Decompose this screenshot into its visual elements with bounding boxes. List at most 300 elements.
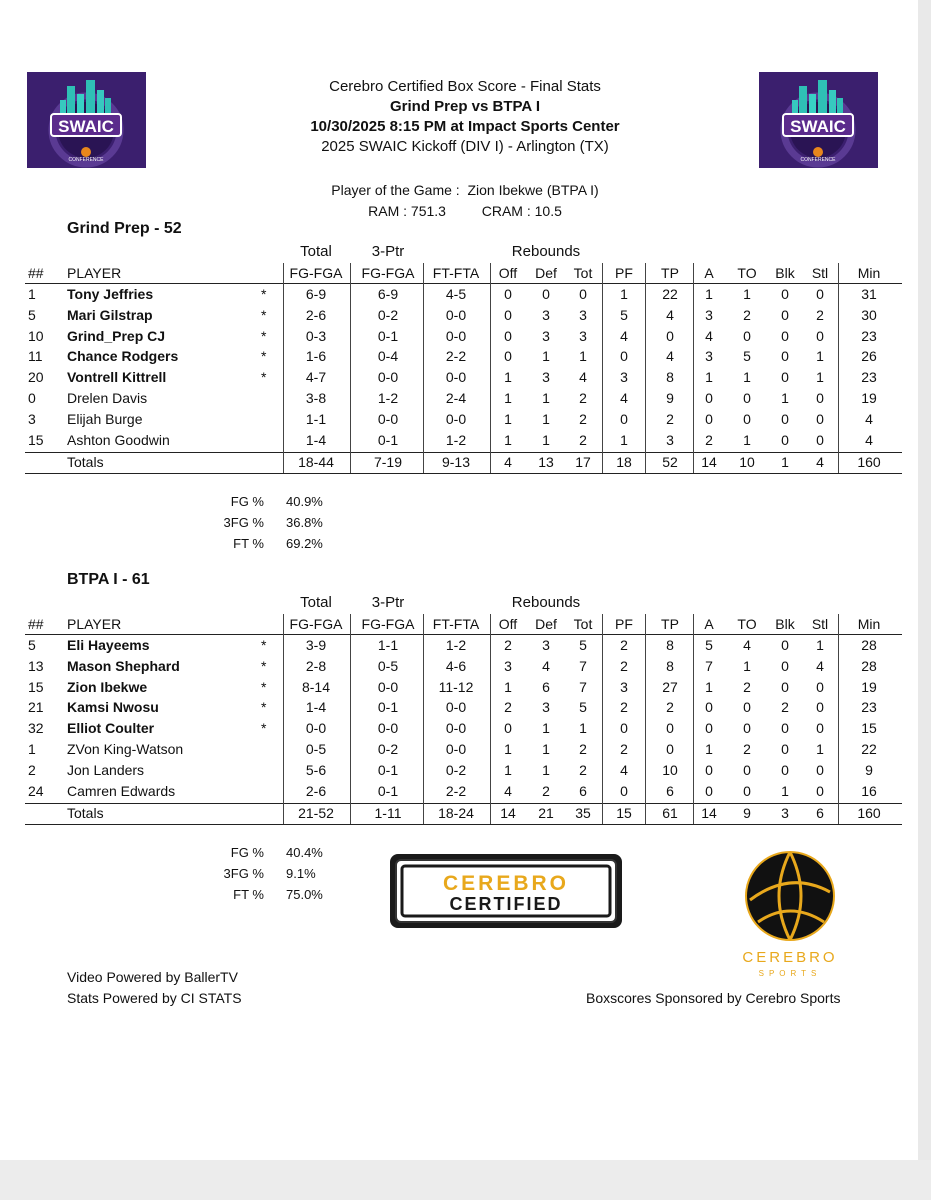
column-divider [602, 263, 603, 473]
stat-tp3: 0-0 [377, 720, 399, 737]
stat-tp: 0 [666, 720, 674, 737]
total-def: 21 [538, 805, 554, 822]
starter-mark: * [261, 348, 267, 365]
swaic-logo-right [759, 72, 878, 168]
stat-tp: 4 [666, 306, 674, 323]
col-header-ft: FT-FTA [432, 616, 480, 632]
total-tot: 17 [575, 454, 591, 471]
player-number: 3 [28, 410, 36, 427]
col-header-fg: FG-FGA [289, 265, 343, 281]
stat-a: 1 [705, 741, 713, 757]
pct-label: FG % [230, 845, 264, 861]
stat-ft: 0-0 [445, 410, 467, 427]
stat-off: 1 [504, 390, 512, 406]
stat-min: 16 [861, 782, 877, 799]
stat-to: 1 [743, 286, 751, 302]
potg-name: Zion Ibekwe (BTPA I) [467, 182, 599, 198]
stat-pf: 2 [620, 637, 628, 653]
starter-mark: * [261, 720, 267, 737]
stat-tp3: 0-1 [377, 699, 399, 716]
player-name: Jon Landers [67, 761, 145, 778]
stat-tot: 7 [579, 657, 587, 674]
stat-stl: 0 [816, 782, 824, 799]
starter-mark: * [261, 657, 267, 674]
cerebro-sports-logo [728, 840, 858, 980]
stat-tp: 8 [666, 369, 674, 386]
starter-mark: * [261, 699, 267, 716]
stat-fg: 8-14 [301, 678, 331, 695]
stat-fg: 2-8 [305, 657, 327, 674]
stat-tp3: 0-1 [377, 782, 399, 799]
stat-def: 3 [542, 327, 550, 344]
col-header-tot: Tot [573, 265, 593, 281]
stat-to: 0 [743, 720, 751, 737]
stat-to: 2 [743, 306, 751, 323]
stat-fg: 3-8 [305, 390, 327, 406]
pct-value: 9.1% [286, 866, 316, 882]
col-header-tot: Tot [573, 616, 593, 632]
pct-label: 3FG % [223, 515, 264, 531]
player-name: Eli Hayeems [67, 637, 150, 653]
swaic-logo-left [27, 72, 146, 168]
column-divider [645, 614, 646, 824]
total-stl: 6 [816, 805, 824, 822]
stat-off: 1 [504, 410, 512, 427]
player-name: Grind_Prep CJ [67, 327, 166, 344]
total-fg: 18-44 [298, 454, 334, 471]
player-name: Mari Gilstrap [67, 306, 153, 323]
col-header-num: ## [28, 265, 44, 281]
stat-a: 1 [705, 678, 713, 695]
group-header-3ptr: 3-Ptr [371, 594, 405, 611]
column-divider [350, 263, 351, 473]
player-number: 21 [28, 699, 44, 716]
stat-stl: 0 [816, 286, 824, 302]
stat-min: 4 [865, 431, 873, 448]
total-tot: 35 [575, 805, 591, 822]
total-pf: 15 [616, 805, 632, 822]
stat-tp: 8 [666, 657, 674, 674]
total-pf: 18 [616, 454, 632, 471]
total-def: 13 [538, 454, 554, 471]
stat-min: 31 [861, 286, 877, 302]
stat-to: 2 [743, 678, 751, 695]
stat-tp: 2 [666, 699, 674, 716]
column-divider [693, 263, 694, 473]
stat-tot: 2 [579, 761, 587, 778]
stat-off: 1 [504, 761, 512, 778]
stat-def: 1 [542, 720, 550, 737]
stat-min: 23 [861, 327, 877, 344]
col-header-off: Off [498, 616, 518, 632]
player-number: 32 [28, 720, 44, 737]
player-name: Tony Jeffries [67, 286, 154, 302]
col-header-player: PLAYER [67, 616, 122, 632]
game-datetime-venue: 10/30/2025 8:15 PM at Impact Sports Center [310, 118, 620, 135]
stat-tp: 2 [666, 410, 674, 427]
matchup: Grind Prep vs BTPA I [389, 98, 541, 115]
starter-mark: * [261, 369, 267, 386]
stat-def: 1 [542, 348, 550, 365]
stat-a: 0 [705, 410, 713, 427]
col-header-def: Def [535, 616, 557, 632]
stat-tot: 5 [579, 637, 587, 653]
stat-to: 4 [743, 637, 751, 653]
total-ft: 9-13 [441, 454, 471, 471]
stat-fg: 1-6 [305, 348, 327, 365]
stat-def: 1 [542, 431, 550, 448]
stat-tp: 10 [662, 761, 678, 778]
col-header-blk: Blk [775, 616, 795, 632]
stat-min: 23 [861, 369, 877, 386]
stat-ft: 4-5 [445, 286, 467, 302]
stat-stl: 0 [816, 720, 824, 737]
stat-a: 1 [705, 369, 713, 386]
pct-label: FT % [233, 887, 264, 903]
stat-blk: 0 [781, 306, 789, 323]
stat-stl: 0 [816, 678, 824, 695]
stat-blk: 0 [781, 720, 789, 737]
stat-pf: 4 [620, 327, 628, 344]
stat-stl: 0 [816, 410, 824, 427]
total-min: 160 [857, 454, 881, 471]
stat-pf: 0 [620, 720, 628, 737]
svg-text:CEREBRO: CEREBRO [742, 949, 838, 966]
totals-label: Totals [67, 454, 104, 471]
stat-min: 22 [861, 741, 877, 757]
stat-a: 4 [705, 327, 713, 344]
totals-rule-bottom [25, 824, 902, 825]
stat-to: 1 [743, 369, 751, 386]
pct-value: 40.9% [286, 494, 323, 510]
col-header-to: TO [737, 265, 757, 281]
stat-tp3: 0-1 [377, 431, 399, 448]
player-number: 2 [28, 761, 36, 778]
stat-min: 26 [861, 348, 877, 365]
stat-off: 1 [504, 369, 512, 386]
total-tp3: 1-11 [374, 805, 402, 822]
stat-fg: 2-6 [305, 782, 327, 799]
player-name: Chance Rodgers [67, 348, 179, 365]
stat-a: 0 [705, 782, 713, 799]
pct-value: 36.8% [286, 515, 323, 531]
stat-off: 0 [504, 720, 512, 737]
stat-def: 0 [542, 286, 550, 302]
stat-min: 19 [861, 678, 877, 695]
col-header-a: A [704, 265, 714, 281]
total-a: 14 [701, 805, 717, 822]
stat-blk: 2 [781, 699, 789, 716]
stat-tp3: 0-5 [377, 657, 399, 674]
stat-pf: 5 [620, 306, 628, 323]
player-number: 11 [28, 348, 43, 365]
player-number: 0 [28, 390, 36, 406]
player-name: Camren Edwards [67, 782, 176, 799]
stat-blk: 1 [781, 390, 789, 406]
starter-mark: * [261, 678, 267, 695]
stat-def: 2 [542, 782, 550, 799]
stat-min: 15 [861, 720, 877, 737]
stat-blk: 0 [781, 410, 789, 427]
stat-min: 9 [865, 761, 873, 778]
footer-sponsor: Boxscores Sponsored by Cerebro Sports [586, 990, 841, 1006]
stat-fg: 4-7 [305, 369, 327, 386]
stat-ft: 0-0 [445, 306, 467, 323]
stat-ft: 2-2 [445, 782, 467, 799]
stat-stl: 2 [816, 306, 824, 323]
stat-to: 5 [743, 348, 751, 365]
stat-off: 3 [504, 657, 512, 674]
potg-ratings [250, 201, 680, 221]
total-tp: 61 [662, 805, 678, 822]
col-header-pf: PF [615, 265, 633, 281]
player-number: 24 [28, 782, 44, 799]
player-number: 5 [28, 306, 36, 323]
stat-to: 0 [743, 327, 751, 344]
stat-tp: 4 [666, 348, 674, 365]
player-number: 1 [28, 286, 36, 302]
svg-text:SWAIC: SWAIC [790, 117, 846, 136]
group-header-rebounds: Rebounds [511, 243, 581, 260]
stat-blk: 0 [781, 657, 789, 674]
stat-blk: 1 [781, 782, 789, 799]
player-name: Elijah Burge [67, 410, 143, 427]
stat-pf: 1 [620, 431, 628, 448]
stat-min: 19 [861, 390, 877, 406]
player-name: Vontrell Kittrell [67, 369, 167, 386]
stat-off: 1 [504, 431, 512, 448]
column-divider [490, 614, 491, 824]
col-header-a: A [704, 616, 714, 632]
stat-blk: 0 [781, 637, 789, 653]
stat-ft: 1-2 [445, 431, 467, 448]
stat-tot: 0 [579, 286, 587, 302]
svg-text:SPORTS: SPORTS [758, 969, 822, 978]
total-blk: 1 [781, 454, 789, 471]
stat-to: 0 [743, 782, 751, 799]
stat-off: 4 [504, 782, 512, 799]
total-stl: 4 [816, 454, 824, 471]
column-divider [423, 263, 424, 473]
stat-tot: 3 [579, 327, 587, 344]
stat-blk: 0 [781, 327, 789, 344]
col-header-blk: Blk [775, 265, 795, 281]
stat-off: 2 [504, 699, 512, 716]
col-header-off: Off [498, 265, 518, 281]
stat-ft: 0-0 [445, 720, 467, 737]
starter-mark: * [261, 306, 267, 323]
stat-fg: 1-4 [305, 699, 327, 716]
stat-tp3: 6-9 [377, 286, 399, 302]
stat-tp: 0 [666, 327, 674, 344]
col-header-to: TO [737, 616, 757, 632]
stat-off: 0 [504, 286, 512, 302]
stat-def: 4 [542, 657, 550, 674]
stat-fg: 2-6 [305, 306, 327, 323]
group-header-total: Total [300, 594, 332, 611]
stat-stl: 1 [816, 741, 824, 757]
stat-tot: 2 [579, 431, 587, 448]
pct-value: 40.4% [286, 845, 323, 861]
stat-ft: 11-12 [438, 678, 474, 695]
cerebro-certified-badge [388, 852, 624, 930]
total-to: 10 [739, 454, 755, 471]
col-header-player: PLAYER [67, 265, 122, 281]
stat-def: 1 [542, 410, 550, 427]
pct-label: 3FG % [223, 866, 264, 882]
starter-mark: * [261, 327, 267, 344]
stat-def: 1 [542, 741, 550, 757]
stat-def: 1 [542, 761, 550, 778]
col-header-def: Def [535, 265, 557, 281]
stat-ft: 2-4 [445, 390, 467, 406]
stat-min: 23 [861, 699, 877, 716]
player-number: 15 [28, 431, 44, 448]
stat-min: 30 [861, 306, 877, 323]
svg-text:SWAIC: SWAIC [58, 117, 114, 136]
stat-off: 0 [504, 348, 512, 365]
totals-label: Totals [67, 805, 104, 822]
col-header-tp: TP [661, 616, 679, 632]
stat-tp3: 0-0 [377, 369, 399, 386]
stat-tot: 7 [579, 678, 587, 695]
stat-a: 7 [705, 657, 713, 674]
column-divider [350, 614, 351, 824]
stat-tot: 4 [579, 369, 587, 386]
stat-blk: 0 [781, 678, 789, 695]
player-name: Kamsi Nwosu [67, 699, 159, 716]
stat-tp: 22 [662, 286, 678, 302]
stat-a: 0 [705, 761, 713, 778]
col-header-ft: FT-FTA [432, 265, 480, 281]
total-off: 4 [504, 454, 512, 471]
svg-text:CONFERENCE: CONFERENCE [68, 157, 104, 163]
stat-stl: 0 [816, 699, 824, 716]
stat-a: 3 [705, 348, 713, 365]
total-blk: 3 [781, 805, 789, 822]
stat-tp3: 0-1 [377, 327, 399, 344]
stat-off: 0 [504, 306, 512, 323]
stat-def: 3 [542, 369, 550, 386]
pct-label: FT % [233, 536, 264, 552]
event-name: 2025 SWAIC Kickoff (DIV I) - Arlington (TX) [321, 138, 609, 155]
stat-min: 28 [861, 657, 877, 674]
stat-fg: 0-3 [305, 327, 327, 344]
stat-a: 0 [705, 390, 713, 406]
column-divider [602, 614, 603, 824]
column-divider [838, 263, 839, 473]
stat-min: 4 [865, 410, 873, 427]
stat-tp: 6 [666, 782, 674, 799]
team-title: Grind Prep - 52 [67, 220, 182, 237]
total-a: 14 [701, 454, 717, 471]
total-fg: 21-52 [298, 805, 334, 822]
col-header-stl: Stl [811, 265, 829, 281]
total-tp3: 7-19 [373, 454, 403, 471]
column-divider [838, 614, 839, 824]
player-name: ZVon King-Watson [67, 741, 184, 757]
stat-stl: 1 [816, 369, 824, 386]
stat-to: 2 [743, 741, 751, 757]
player-number: 1 [28, 741, 36, 757]
stat-off: 0 [504, 327, 512, 344]
col-header-tp: TP [661, 265, 679, 281]
stat-stl: 1 [816, 637, 824, 653]
group-header-rebounds: Rebounds [511, 594, 581, 611]
stat-tot: 2 [579, 390, 587, 406]
stat-pf: 0 [620, 348, 628, 365]
stat-pf: 3 [620, 678, 628, 695]
stat-to: 0 [743, 699, 751, 716]
stat-tp: 0 [666, 741, 674, 757]
col-header-tp3: FG-FGA [361, 265, 415, 281]
stat-stl: 4 [816, 657, 824, 674]
stat-tot: 1 [579, 348, 587, 365]
stat-fg: 0-0 [305, 720, 327, 737]
player-number: 15 [28, 678, 44, 695]
column-divider [283, 263, 284, 473]
stat-pf: 4 [620, 761, 628, 778]
stat-tp: 27 [662, 678, 678, 695]
stat-stl: 1 [816, 348, 824, 365]
stat-a: 0 [705, 720, 713, 737]
stat-ft: 0-0 [445, 699, 467, 716]
stat-pf: 2 [620, 741, 628, 757]
stat-def: 1 [542, 390, 550, 406]
stat-tot: 3 [579, 306, 587, 323]
starter-mark: * [261, 286, 267, 302]
footer-stats-credit: Stats Powered by CI STATS [67, 990, 242, 1006]
player-number: 10 [28, 327, 44, 344]
player-number: 20 [28, 369, 44, 386]
stat-pf: 2 [620, 699, 628, 716]
stat-ft: 0-2 [445, 761, 467, 778]
stat-def: 3 [542, 637, 550, 653]
stat-a: 0 [705, 699, 713, 716]
stat-to: 0 [743, 761, 751, 778]
stat-pf: 4 [620, 390, 628, 406]
stat-ft: 0-0 [445, 369, 467, 386]
starter-mark: * [261, 637, 267, 653]
stat-tp3: 0-2 [377, 306, 399, 323]
stat-off: 2 [504, 637, 512, 653]
stat-to: 0 [743, 390, 751, 406]
stat-pf: 0 [620, 410, 628, 427]
stat-a: 1 [705, 286, 713, 302]
stat-fg: 3-9 [305, 637, 327, 653]
ram-value: RAM : 751.3 [368, 203, 446, 219]
total-off: 14 [500, 805, 516, 822]
stat-blk: 0 [781, 348, 789, 365]
pct-label: FG % [230, 494, 264, 510]
player-name: Mason Shephard [67, 657, 180, 674]
stat-tp3: 0-2 [377, 741, 399, 757]
cram-value: CRAM : 10.5 [481, 203, 562, 219]
total-tp: 52 [662, 454, 678, 471]
col-header-num: ## [28, 616, 44, 632]
stat-fg: 1-1 [305, 410, 327, 427]
stat-to: 1 [743, 657, 751, 674]
stat-tot: 1 [579, 720, 587, 737]
stat-def: 3 [542, 699, 550, 716]
team-title: BTPA I - 61 [67, 571, 150, 588]
stat-stl: 0 [816, 761, 824, 778]
player-number: 13 [28, 657, 44, 674]
stat-fg: 1-4 [305, 431, 327, 448]
column-divider [423, 614, 424, 824]
stat-ft: 0-0 [445, 741, 467, 757]
totals-rule-bottom [25, 473, 902, 474]
